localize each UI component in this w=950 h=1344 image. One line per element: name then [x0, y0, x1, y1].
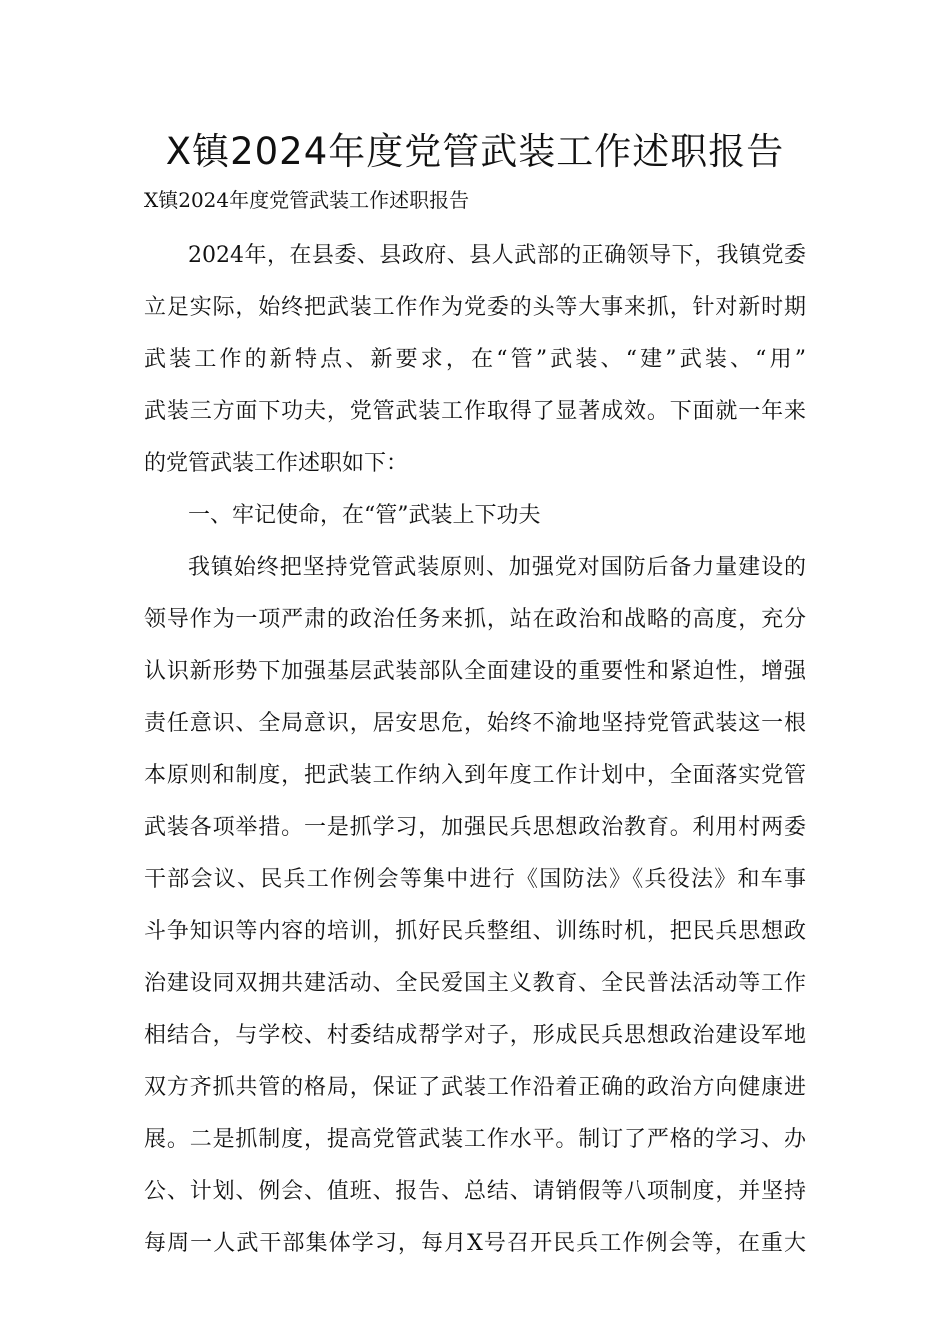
- paragraph-line: 领导作为一项严肃的政治任务来抓，站在政治和战略的高度，充分: [144, 607, 806, 632]
- paragraph-line: 双方齐抓共管的格局，保证了武装工作沿着正确的政治方向健康进: [144, 1075, 806, 1100]
- paragraph-line: 干部会议、民兵工作例会等集中进行《国防法》《兵役法》和车事: [144, 867, 806, 892]
- paragraph-line: 治建设同双拥共建活动、全民爱国主义教育、全民普法活动等工作: [144, 971, 806, 996]
- paragraph-line: 2024年，在县委、县政府、县人武部的正确领导下，我镇党委: [188, 243, 806, 268]
- paragraph-line: 立足实际，始终把武装工作作为党委的头等大事来抓，针对新时期: [144, 295, 806, 320]
- paragraph-line: 斗争知识等内容的培训，抓好民兵整组、训练时机，把民兵思想政: [144, 919, 806, 944]
- paragraph-line: 武装工作的新特点、新要求，在“管”武装、“建”武装、“用”: [144, 347, 806, 372]
- paragraph-line: 责任意识、全局意识，居安思危，始终不渝地坚持党管武装这一根: [144, 711, 806, 736]
- paragraph-line: 本原则和制度，把武装工作纳入到年度工作计划中，全面落实党管: [144, 763, 806, 788]
- paragraph-line: 公、计划、例会、值班、报告、总结、请销假等八项制度，并坚持: [144, 1179, 806, 1204]
- paragraph-line: 武装三方面下功夫，党管武装工作取得了显著成效。下面就一年来: [144, 399, 806, 424]
- paragraph-line: 的党管武装工作述职如下：: [144, 451, 409, 476]
- paragraph-line: 每周一人武干部集体学习，每月X号召开民兵工作例会等，在重大: [144, 1231, 806, 1256]
- paragraph-line: 认识新形势下加强基层武装部队全面建设的重要性和紧迫性，增强: [144, 659, 806, 684]
- paragraph-line: 我镇始终把坚持党管武装原则、加强党对国防后备力量建设的: [188, 555, 806, 580]
- document-subtitle: X镇2024年度党管武装工作述职报告: [144, 188, 470, 212]
- paragraph-line: 相结合，与学校、村委结成帮学对子，形成民兵思想政治建设军地: [144, 1023, 806, 1048]
- document-title: X镇2024年度党管武装工作述职报告: [165, 130, 785, 173]
- section-heading: 一、牢记使命，在“管”武装上下功夫: [188, 503, 541, 528]
- paragraph-line: 展。二是抓制度，提高党管武装工作水平。制订了严格的学习、办: [144, 1127, 806, 1152]
- paragraph-line: 武装各项举措。一是抓学习，加强民兵思想政治教育。利用村两委: [144, 815, 806, 840]
